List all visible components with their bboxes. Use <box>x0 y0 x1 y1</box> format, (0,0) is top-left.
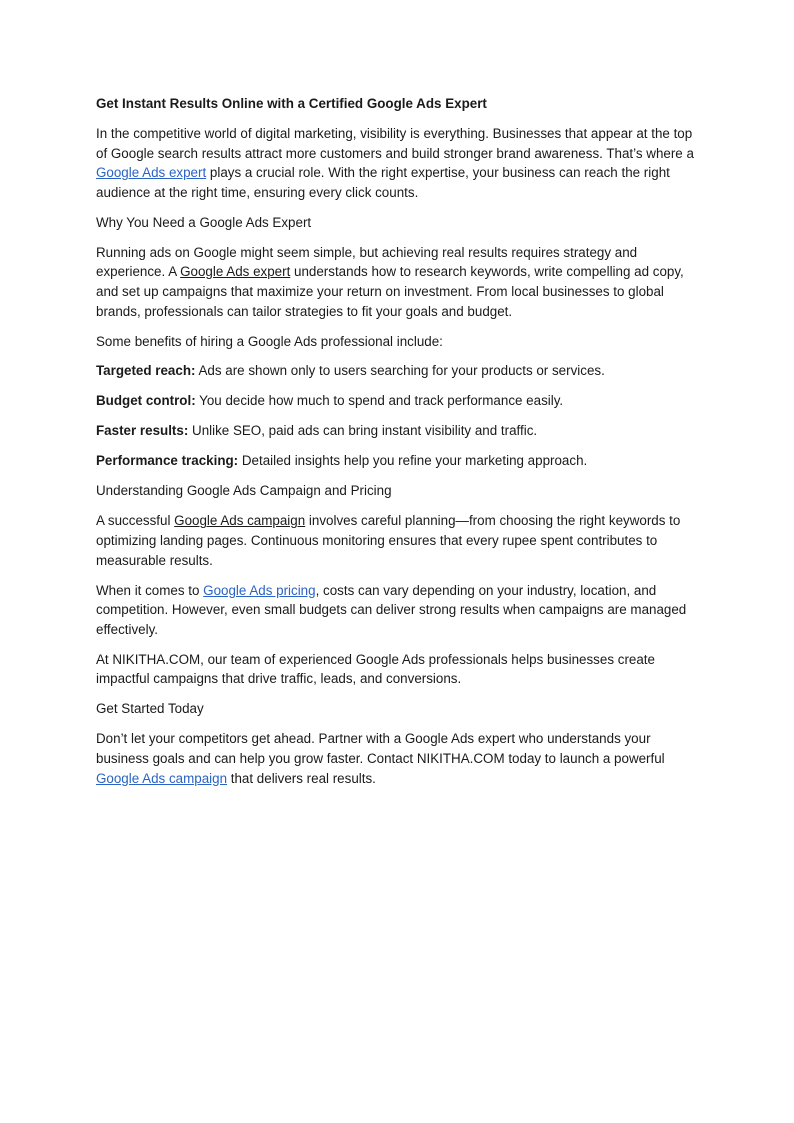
benefit-item <box>96 391 696 411</box>
pricing-text-after: , costs can vary depending on your industry, location, and competition. However, even small budgets can deliver strong results when campaigns are managed effectively. <box>96 582 687 637</box>
campaign-text-before: A successful <box>96 513 175 529</box>
benefit-text: Ads are shown only to users searching for your products or services. <box>195 363 605 379</box>
started-paragraph <box>96 729 696 788</box>
campaign-paragraph <box>96 511 696 570</box>
started-heading: Get Started Today <box>96 701 204 717</box>
document-title: Get Instant Results Online with a Certified Google Ads Expert <box>96 96 487 111</box>
benefit-label: Faster results: <box>96 423 189 439</box>
benefit-label: Performance tracking: <box>96 453 239 469</box>
google-ads-pricing-link[interactable]: Google Ads pricing <box>203 582 316 598</box>
benefit-item <box>96 421 696 441</box>
google-ads-expert-link-2[interactable]: Google Ads expert <box>180 264 291 280</box>
benefit-text: Unlike SEO, paid ads can bring instant visibility and traffic. <box>188 423 538 439</box>
google-ads-expert-link[interactable]: Google Ads expert <box>96 165 207 181</box>
about-paragraph: At NIKITHA.COM, our team of experienced Google Ads professionals helps businesses create impactful campaigns that drive traffic, leads, and conversions. <box>96 651 655 687</box>
benefit-item <box>96 361 696 381</box>
why-text-before: Running ads on Google might seem simple, but achieving real results requires strategy and experience. A <box>96 244 638 280</box>
document-page <box>96 94 696 798</box>
why-paragraph <box>96 243 696 321</box>
benefit-text: You decide how much to spend and track performance easily. <box>195 393 564 409</box>
started-text-before: Don’t let your competitors get ahead. Partner with a Google Ads expert who understands your business goals and can help you grow faster. Contact NIKITHA.COM today to launch a powerful <box>96 731 665 766</box>
google-ads-campaign-link[interactable]: Google Ads campaign <box>174 513 306 529</box>
intro-text-before: In the competitive world of digital marketing, visibility is everything. Businesses that appear at the top of Google search results attract more customers and build stronger brand awareness. That’s where a <box>96 125 694 161</box>
why-text-after: understands how to research keywords, write compelling ad copy, and set up campaigns that maximize your return on investment. From local businesses to global brands, professionals can tailor strategies to fit your goals and budget. <box>96 264 684 319</box>
why-heading: Why You Need a Google Ads Expert <box>96 214 312 230</box>
pricing-paragraph <box>96 581 696 640</box>
campaign-text-after: involves careful planning—from choosing the right keywords to optimizing landing pages. Continuous monitoring ensures that every rupee spent contributes to measurable results. <box>96 513 681 568</box>
benefit-item <box>96 451 696 471</box>
benefit-label: Targeted reach: <box>96 363 196 379</box>
started-text-after: that delivers real results. <box>227 770 376 786</box>
pricing-text-before: When it comes to <box>96 582 204 598</box>
intro-paragraph <box>96 124 696 202</box>
google-ads-campaign-link-2[interactable]: Google Ads campaign <box>96 770 228 786</box>
benefit-text: Detailed insights help you refine your marketing approach. <box>238 453 588 469</box>
benefit-label: Budget control: <box>96 393 196 409</box>
intro-text-after: plays a crucial role. With the right expertise, your business can reach the right audience at the right time, ensuring every click counts. <box>96 165 670 200</box>
campaign-heading: Understanding Google Ads Campaign and Pricing <box>96 483 392 499</box>
benefits-intro: Some benefits of hiring a Google Ads professional include: <box>96 333 443 349</box>
